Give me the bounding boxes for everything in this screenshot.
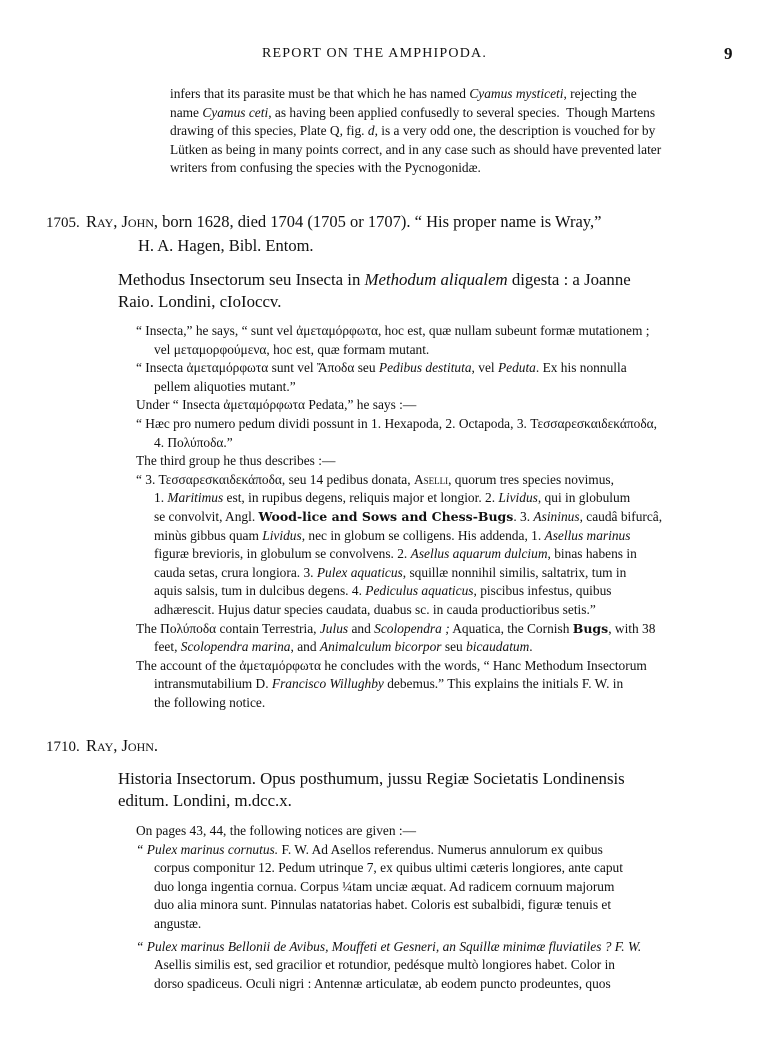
text-span: “ 3. Τεσσαρεσκαιδεκάποδα, seu 14 pedibus donata,	[136, 471, 414, 487]
text-line: infers that its parasite must be that which he has named Cyamus mysticeti, rejecting the	[170, 86, 637, 101]
text-span: est, in rupibus degens, reliquis major et longior. 2.	[223, 490, 499, 506]
italic-span: Maritimus	[167, 490, 224, 506]
entry-head-text: born 1628, died 1704 (1705 or 1707). “ His proper name is Wray,”	[158, 212, 602, 231]
text-line: “ Insecta,” he says, “ sunt vel ἀμεταμόρφωτα, hoc est, quæ nullam subeunt formæ mutationem ;	[136, 323, 650, 338]
title-text: digesta : a Joanne	[507, 270, 631, 289]
entry-author: Ray, John.	[86, 736, 159, 755]
text-span: , quorum tres species novimus,	[448, 471, 614, 487]
text-line: adhærescit. Hujus datur species caudata, duabus sc. in cauda productioribus setis.”	[154, 601, 596, 617]
blackletter-span: Wood-lice and Sows and Chess-Bugs	[258, 508, 514, 524]
italic-span: Pedibus destituta	[378, 360, 472, 376]
text-span: , qui in globulum	[537, 490, 631, 506]
text-span: aquis salsis, tum in dulcibus degens. 4.	[154, 583, 366, 599]
text-span: . 3.	[513, 508, 534, 524]
page-number: 9	[724, 44, 733, 63]
text-span: , binas habens in	[547, 546, 637, 562]
entry-head-line2: H. A. Hagen, Bibl. Entom.	[138, 236, 314, 255]
italic-span: Pulex aquaticus	[316, 564, 403, 580]
italic-span: Lividus	[262, 527, 302, 543]
text-line: The account of the ἀμεταμόρφωτα he concludes with the words, “ Hanc Methodum Insectorum	[136, 657, 647, 673]
text-span: intransmutabilium D.	[154, 676, 272, 692]
text-span: cauda setas, crura longiora. 3.	[154, 564, 317, 580]
italic-span: “ Pulex marinus Bellonii de Avibus, Mouffeti et Gesneri, an Squillæ minimæ fluviatiles ?	[136, 938, 612, 954]
text-span: . Ex his nonnulla	[535, 360, 627, 376]
text-span: , vel	[471, 360, 498, 376]
text-line: duo alia minora sunt. Pinnulas natatorias habet. Coloris est subalbidi, figuræ tenuis et	[154, 897, 612, 913]
text-span: 1.	[154, 490, 168, 506]
title-line2: editum. Londini, m.dcc.x.	[118, 791, 292, 810]
text-line: Under “ Insecta ἀμεταμόρφωτα Pedata,” he says :—	[136, 397, 417, 413]
text-span: F. W. Ad Asellos referendus. Numerus annulorum ex quibus	[278, 841, 603, 857]
text-span: , and	[290, 639, 320, 655]
entry-1705-body	[136, 322, 728, 712]
text-line: Lütken as being in many points correct, and in any case such as should have prevented later	[170, 141, 662, 157]
text-span: seu	[441, 639, 467, 655]
italic-span: Scolopendra marina	[180, 639, 291, 655]
italic-span: Francisco Willughby	[271, 676, 384, 692]
entry-1705-heading	[46, 211, 746, 234]
text-span: Aquatica, the Cornish	[449, 620, 573, 636]
italic-span: Peduta	[497, 360, 536, 376]
text-span: debemus.” This explains the initials F. W. in	[383, 676, 624, 692]
italic-span: Pediculus aquaticus	[365, 583, 474, 599]
running-header: REPORT ON THE AMPHIPODA.	[262, 46, 488, 61]
italic-span: Animalculum bicorpor	[319, 639, 442, 655]
text-line: the following notice.	[154, 694, 266, 710]
italic-span: “ Pulex marinus cornutus.	[136, 841, 279, 857]
text-span: .	[529, 639, 533, 655]
text-line: corpus componitur 12. Pedum utrinque 7, ex quibus ultimi cæteris longiores, ante caput	[154, 860, 623, 876]
text-span: , nec in globum se colligens. His addenda, 1.	[301, 527, 545, 543]
entry-author: Ray, John,	[86, 212, 159, 231]
smallcaps-span: Aselli	[413, 471, 449, 487]
text-line: writers from confusing the species with the Pycnogonidæ.	[170, 160, 481, 176]
text-span: , caudâ bifurcâ,	[579, 508, 663, 524]
italic-span: Asininus	[533, 508, 580, 524]
text-span: The Πολύποδα contain Terrestria,	[136, 620, 320, 636]
entry-year: 1710.	[46, 739, 80, 755]
italic-span: Lividus	[498, 490, 538, 506]
text-line: drawing of this species, Plate Q, fig. d, is a very odd one, the description is vouched for by	[170, 123, 656, 139]
italic-span: F. W.	[611, 938, 642, 954]
italic-span: Scolopendra ;	[374, 620, 450, 636]
italic-span: Julus	[319, 620, 349, 636]
italic-span: Asellus marinus	[544, 527, 631, 543]
text-line: 4. Πολύποδα.”	[154, 434, 233, 450]
text-span: and	[348, 620, 375, 636]
text-span: “ Insecta ἀμεταμόρφωτα sunt vel Ἄποδα seu	[136, 360, 379, 376]
text-span: minùs gibbus quam	[154, 527, 263, 543]
text-span: , with 38	[608, 620, 656, 636]
text-span: feet,	[154, 639, 181, 655]
intro-paragraph	[170, 85, 727, 178]
text-span: , piscibus infestus, quibus	[473, 583, 612, 599]
italic-span: Asellus aquarum dulcium	[410, 546, 548, 562]
text-line: vel μεταμορφούμενα, hoc est, quæ formam mutant.	[154, 341, 430, 357]
title-line1: Historia Insectorum. Opus posthumum, jussu Regiæ Societatis Londinensis	[118, 769, 625, 788]
text-line: dorso spadiceus. Oculi nigri : Antennæ articulatæ, ab eodem puncto prodeuntes, quos	[154, 975, 611, 991]
text-span: , squillæ nonnihil similis, saltatrix, tum in	[402, 564, 627, 580]
text-line: name Cyamus ceti, as having been applied confusedly to several species. Though Martens	[170, 104, 656, 120]
text-span: figuræ brevioris, in globulum se convolvens. 2.	[154, 546, 411, 562]
blackletter-span: Bugs	[572, 620, 609, 636]
entry-1710-title	[118, 768, 728, 812]
text-line: duo longa ingentia cornua. Corpus ¼tam unciæ æquat. Ad radicem cornuum majorum	[154, 878, 615, 894]
entry-year: 1705.	[46, 215, 80, 231]
title-italic: Methodum aliqualem	[364, 270, 508, 289]
text-line: pellem aliquoties mutant.”	[154, 378, 296, 394]
text-line: The third group he thus describes :—	[136, 453, 336, 469]
text-line: Asellis similis est, sed gracilior et rotundior, pedésque multò longiores habet. Color in	[154, 957, 615, 973]
title-line2: Raio. Londini, cIoIoccv.	[118, 292, 282, 311]
entry-1705-title	[118, 269, 728, 313]
title-text: Methodus Insectorum seu Insecta in	[118, 270, 365, 289]
italic-span: bicaudatum	[466, 639, 530, 655]
text-line: On pages 43, 44, the following notices are given :—	[136, 823, 417, 838]
entry-1710-body	[136, 822, 728, 993]
entry-1710-heading	[46, 735, 158, 758]
text-line: angustæ.	[154, 915, 202, 931]
text-span: se convolvit, Angl.	[154, 508, 259, 524]
text-line: “ Hæc pro numero pedum dividi possunt in 1. Hexapoda, 2. Octapoda, 3. Τεσσαρεσκαιδεκάποδα,	[136, 415, 658, 431]
